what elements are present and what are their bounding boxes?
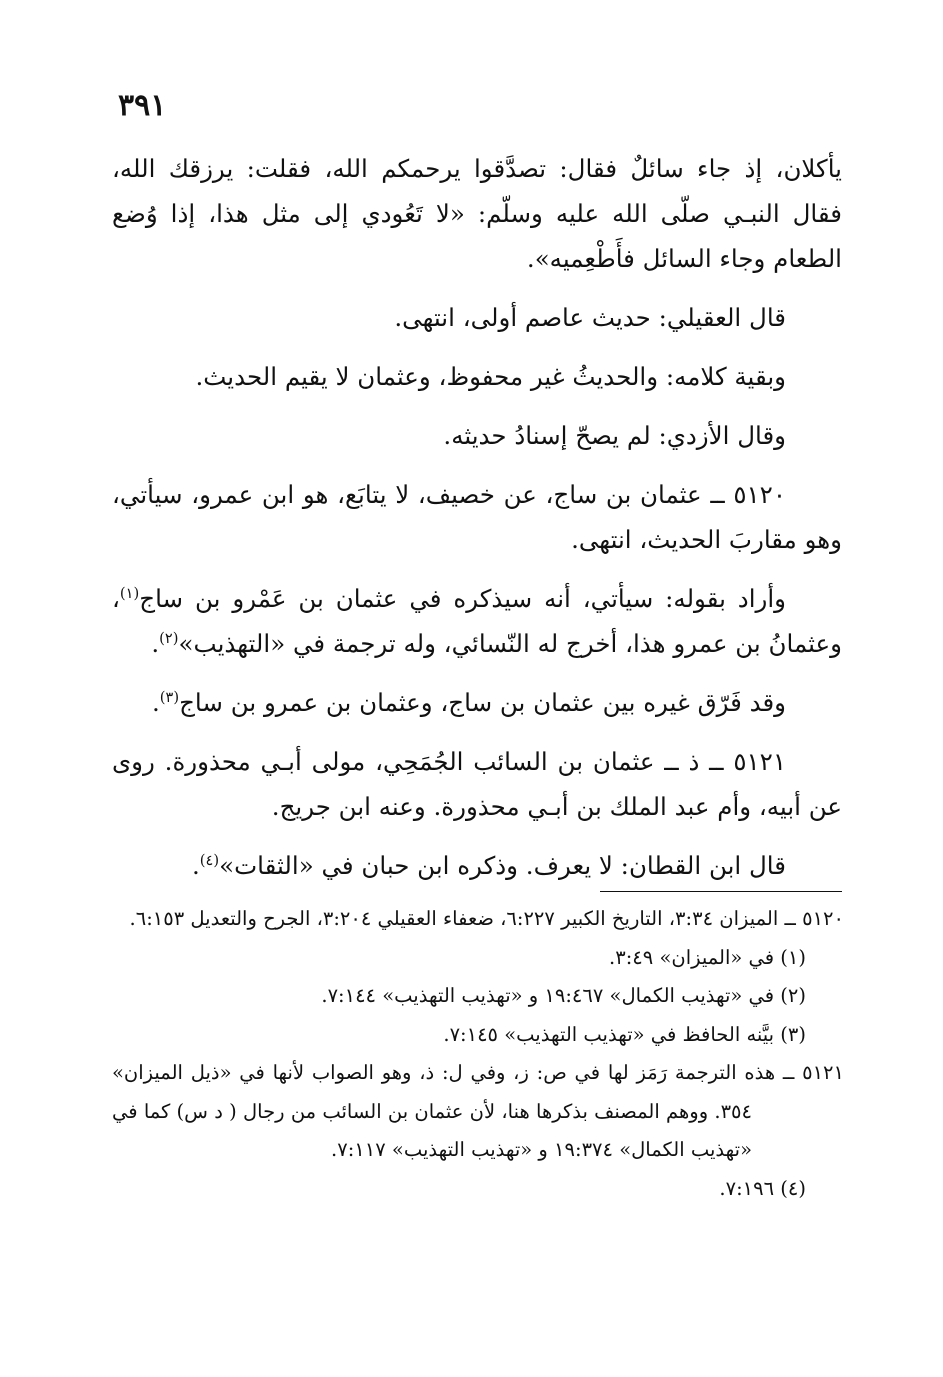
text-segment: وقد فَرّق غيره بين عثمان بن ساج، وعثمان بن عمرو بن ساج — [179, 688, 786, 717]
paragraph-rest-of-speech: وبقية كلامه: والحديثُ غير محفوظ، وعثمان لا يقيم الحديث. — [195, 362, 786, 391]
paragraph-hadith-continuation: يأكلان، إذ جاء سائلٌ فقال: تصدَّقوا يرحمكم الله، فقلت: يرزقك الله، فقال النبـي صلّى الله عليه وسلّم: «لا تَعُودي إلى مثل هذا، إذا وُضع الطعام وجاء السائل فأَطْعِميه». — [112, 154, 842, 273]
text-segment: . — [151, 629, 160, 658]
paragraph-azdi: وقال الأزدي: لم يصحّ إسنادُ حديثه. — [443, 421, 786, 450]
text-segment: وأراد بقوله: سيأتي، أنه سيذكره في عثمان بن عَمْرو بن ساج — [139, 584, 786, 613]
footnote-entry-5121: ٥١٢١ ــ هذه الترجمة رَمَز لها في ص: ز، وفي ل: ذ، وهو الصواب لأنها في «ذيل الميزان» ٣٥٤. ووهم المصنف بذكرها هنا، لأن عثمان بن السائب من رجال ( د س) كما في «تهذيب الكمال» ١٩:٣٧٤ و «تهذيب التهذيب» ٧:١١٧. — [112, 1061, 844, 1161]
entry-5120: ٥١٢٠ ــ عثمان بن ساج، عن خصيف، لا يتابَع، هو ابن عمرو، سيأتي، وهو مقاربَ الحديث، انتهى. — [112, 480, 842, 554]
footnote-divider — [600, 891, 842, 892]
footnote-3: (٣) بيَّنه الحافظ في «تهذيب التهذيب» ٧:١٤٥. — [443, 1022, 806, 1046]
footnote-1: (١) في «الميزان» ٣:٤٩. — [609, 945, 806, 969]
paragraph-ibn-qattan — [112, 843, 842, 888]
footnote-ref-2: (٢) — [159, 629, 179, 647]
footnote-2: (٢) في «تهذيب الكمال» ١٩:٤٦٧ و «تهذيب التهذيب» ٧:١٤٤. — [321, 984, 806, 1007]
paragraph-distinction — [112, 680, 842, 725]
footnote-ref-3: (٣) — [159, 688, 180, 706]
footnote-ref-4: (٤) — [199, 851, 220, 869]
entry-5121: ٥١٢١ ــ ذ ــ عثمان بن السائب الجُمَحِي، مولى أبـي محذورة. روى عن أبيه، وأم عبد الملك بن أبـي محذورة. وعنه ابن جريج. — [112, 747, 842, 821]
text-segment: قال ابن القطان: لا يعرف. وذكره ابن حبان في «الثقات» — [219, 851, 786, 880]
footnote-ref-1: (١) — [119, 584, 140, 602]
footnote-entry-5120: ٥١٢٠ ــ الميزان ٣:٣٤، التاريخ الكبير ٦:٢٢٧، ضعفاء العقيلي ٣:٢٠٤، الجرح والتعديل ٦:١٥٣. — [129, 907, 844, 930]
text-segment: . — [191, 851, 200, 880]
footnote-4: (٤) ٧:١٩٦. — [719, 1176, 806, 1200]
text-segment: ، وعثمانُ بن عمرو هذا، أخرج له النّسائي، وله ترجمة في «التهذيب» — [112, 584, 842, 658]
main-text — [112, 146, 842, 894]
footnotes-section — [112, 900, 844, 1208]
paragraph-uqayli: قال العقيلي: حديث عاصم أولى، انتهى. — [394, 303, 786, 332]
paragraph-intended-meaning — [112, 576, 842, 666]
text-segment: . — [151, 688, 160, 717]
page-number: ٣٩١ — [118, 88, 167, 123]
